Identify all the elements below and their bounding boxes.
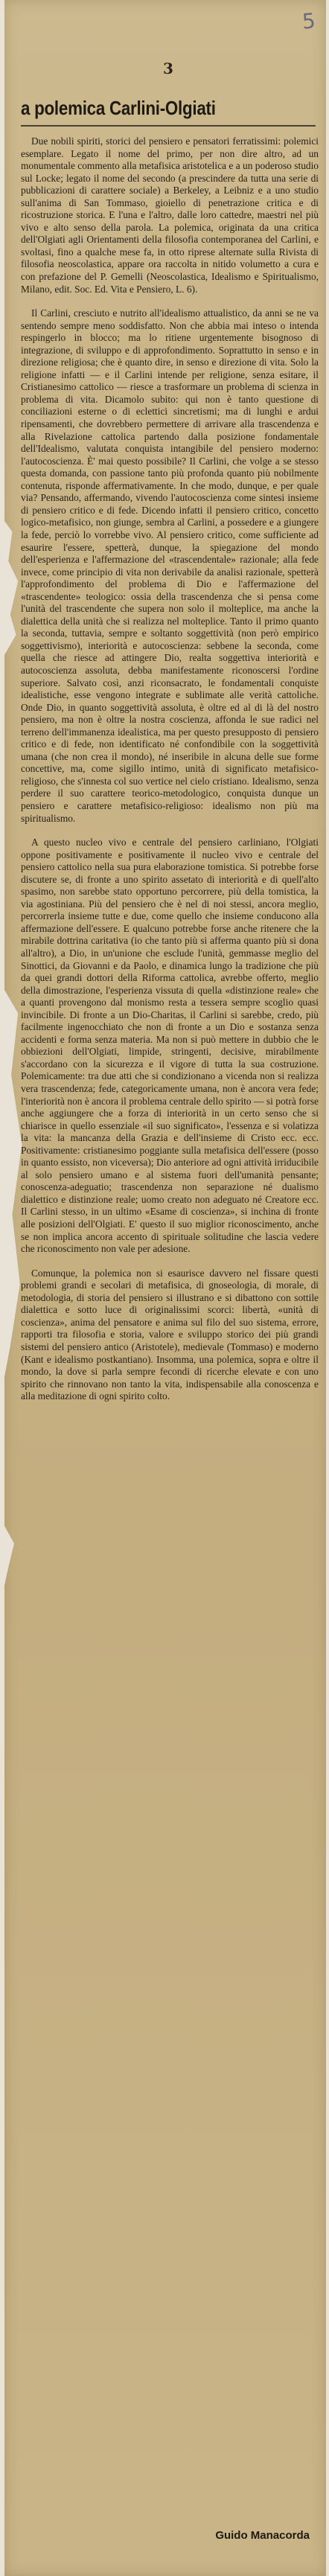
page-number: 3 [163,60,173,77]
article-paragraph-3: A questo nucleo vivo e centrale del pensiero carliniano, l'Olgiati oppone positivamente e positivamente il nucleo vivo e centrale del pensiero cattolico nella sua pura elaborazione tomistica. Si potrebbe forse discutere se, di fronte a uno spirito assetato di interiorità e di quell'alto spasimo, non sarebbe stato opportuno percorrere, più della tomistica, la via agostiniana. Più del pensiero che è nel di noi stessi, ancora meglio, percorrerla insieme tutte e due, come quello che insieme conducono alla affermazione dell'essere. E qualcuno potrebbe forse anche ritenere che la mirabile dottrina caritativa (io che tanto più si afferma quanto più si dona all'altro), a Dio, in un'unione che esclude l'unità, gemmasse meglio del Sinottici, da Giovanni e da Paolo, e dinamica lungo la tradizione che più da quei grandi dottori della Riforma cattolica, avrebbe offerto, meglio della dimostrazione, l'esperienza vissuta di quella «distinzione reale» che a quanti provengono dal monismo resta a tessera sempre scoglio quasi invincibile. Di fronte a un Dio-Charitas, il Carlini si sarebbe, credo, più facilmente ingenocchiato che non di fronte a un Dio e sostanza senza accidenti e forma senza materia. Ma non si può mettere in dubbio che le obbiezioni dell'Olgiati, limpide, stringenti, decisive, mirabilmente s'accordano con la sicurezza e il vigore di tutta la sua costruzione. Polemicamente: tra due atti che si condizionano a vicenda non si realizza vera trascendenza; fede, categoricamente umana, non è ancora vera fede; l'interiorità non è ancora il problema centrale dello spirito — si potrà forse anche aggiungere che a forza di interiorità in un certo senso che si chiarisce in quello essenziale «il suo significato», l'essenza e si volatizza la vita: la mancanza della Grazia e dell'insieme di Cristo ecc. ecc. Positivamente: cristianesimo poggiante sulla metafisica dell'essere (posso in quanto essisto, non viceversa); Dio anteriore ad ogni attività irriducibile al solo pensiero umano e al sistema fuori dell'umanità pensante; conoscenza-adeguatio; trascendenza non separazione né dualismo dialettico e distinzione reale; uomo creato non adeguato né Creatore ecc. Il Carlini stesso, in un ultimo «Esame di coscienza», si inchina di fronte alle posizioni dell'Olgiati. E' questo il suo miglior riconoscimento, anche se non implica ancora accento di spirituale solitudine che lascia vedere che riconoscimento non vale per adesione. [21,837,319,1255]
article-body [21,135,319,1403]
article-paragraph-1: Due nobili spiriti, storici del pensiero e pensatori ferratissimi: polemici esemplare. Legato il nome del primo, per non dire altro, ad un monumentale commento alla metafisica aristotelica e a un poderoso studio sul Locke; legato il nome del secondo (a prescindere da tutta una serie di pubblicazioni di carattere sociale) a Berkeley, a Leibniz e a uno studio sull'anima di San Tommaso, gioiello di penetrazione critica e di ricostruzione storica. E l'una e l'altro, dalle loro cattedre, maestri nel più vivo e alto senso della parola. La polemica, originata da una critica dell'Olgiati agli Orientamenti della filosofia contemporanea del Carlini, e svoltasi, fino a qualche mese fa, in otto riprese alternate sulla Rivista di filosofia neoscolastica, appare ora raccolta in nitido volumetto a cura e con prefazione del P. Gemelli (Neoscolastica, Idealismo e Spiritualismo, Milano, edit. Soc. Ed. Vita e Pensiero, L. 6). [21,135,319,295]
headline-divider [21,125,316,127]
handwritten-page-mark: 5 [301,8,317,34]
article-paragraph-2: Il Carlini, cresciuto e nutrito all'idealismo attualistico, da anni se ne va sentendo sempre meno soddisfatto. Non che abbia mai inteso o intenda respingerlo in blocco; ma lo ritiene urgentemente bisognoso di integrazione, di sviluppo e di approfondimento. Soprattutto in senso e in direzione religiosa; che è quanto dire, in senso e direzione di vita. Solo la religione infatti — e il Carlini intende per religione, senza esitare, il Cristianesimo cattolico — riesce a trasformare un problema di scienza in problema di vita. Dicamolo subito: qui non è tanto questione di conciliazioni esterne o di eclettici sincretismi; ma di lunghi e ardui ripensamenti, che dovrebbero permettere di arrivare alla trascendenza e alla Rivelazione cattolica partendo dalla posizione fondamentale dell'Idealismo, valutata conquista intangibile del pensiero moderno: l'autocoscienza. È' mai questo possibile? Il Carlini, che volge a se stesso questa domanda, con passione tanto più profonda quanto più nobilmente contenuta, risponde affermativamente. In che modo, dunque, e per quale via? Pensando, affermando, vivendo l'autocoscienza come sintesi insieme di pensiero critico e di fede. Dicendo infatti il pensiero critico, concetto logico-metafisico, non giunge, sembra al Carlini, a possedere e a giungere la fede, perciò lo vorrebbe vivo. Al pensiero critico, come sufficiente ad esaurire l'essere, spetterà, dunque, la spiegazione del mondo dell'esperienza e l'affermazione del «trascendentale» razionale; alla fede invece, come principio di vita non derivabile da analisi razionale, spetterà l'approfondimento del problema di Dio e l'affermazione del «trascendente» teologico: ossia della trascendenza che si pensa come l'unità del trascendente che supera non solo il molteplice, ma anche la dialettica della unità che si realizza nel molteplice. Tanto il primo quanto la seconda, tuttavia, sempre e soltanto soggettività (non però empirico soggettivismo), interiorità e autocoscienza: sebbene la seconda, come quella che riesce ad attingere Dio, realta soggettiva interiorità e autocoscienza assoluta, debba manifestamente riconoscersi l'ordine superiore. Salvato così, anzi riconsacrato, le fondamentali conquiste idealistiche, esse vengono integrate e sublimate alle verità cattoliche. Onde Dio, in quanto soggettività assoluta, è oltre ed al di là del nostro pensiero, ma non è oltre la nostra coscienza, affonda le sue radici nel terreno dell'immanenza idealistica, ma per questo presupposto di pensiero critico e di fede, non identificato né confondibile con la soggettività umana (che non crea il mondo), né inseribile in alcuna delle sue forme concettive, ma, come sigillo intimo, unità di significato metafisico-religioso, che s'innesta col suo vertice nel cielo cristiano. Idealismo, senza perdere il suo carattere teorico-metodologico, conquista dunque un pensiero e carattere metafisico-religioso: idealismo non più ma spiritualismo. [21,307,319,824]
article-paragraph-4: Comunque, la polemica non si esaurisce davvero nel fissare questi problemi grandi e secolari di metafisica, di gnoseologia, di morale, di metodologia, di storia del pensiero si illustrano e si dibattono con sottile dialettica e sotto luce di originalissimi scorci: libertà, «unità di coscienza», anima del pensatore e anima sul filo del suo sistema, errore, rapporti tra filosofia e storia, valore e sviluppo storico dei più grandi sistemi del pensiero antico (Aristotele), medievale (Tommaso) e moderno (Kant e idealismo postkantiano). Insomma, una polemica, sopra e oltre il mondo, la dove si parla sempre fecondi di ricerche elevate e con uno spirito che rinnovano non tanto la vita, indispensabile alla conoscenza e alla meditazione di ogni spirito colto. [21,1267,319,1402]
author-signature: Guido Manacorda [215,2529,310,2542]
article-headline: a polemica Carlini-Olgiati [21,97,216,119]
newspaper-clipping [4,0,326,2576]
